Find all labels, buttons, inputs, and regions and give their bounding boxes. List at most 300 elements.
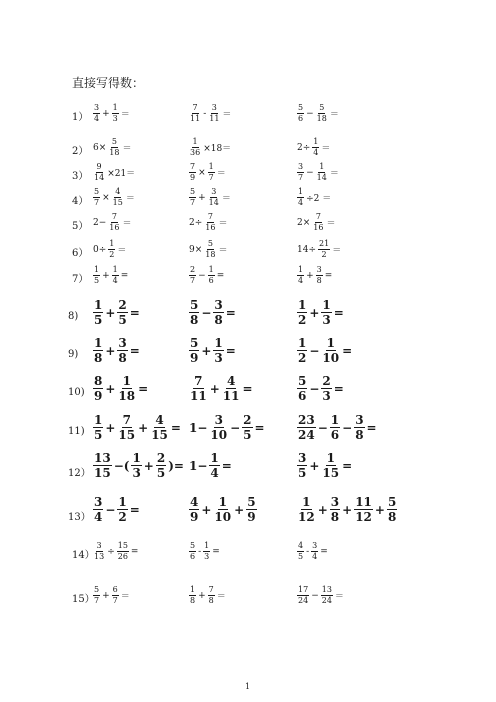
fraction [93,266,100,285]
operator: = [225,343,236,358]
term: 14÷ [297,244,316,255]
numerator: 2 [243,413,252,427]
fraction [297,104,304,123]
operator: ＝ [125,194,135,204]
operator: − [342,420,353,435]
denominator: 12 [298,510,315,524]
operator: = [254,420,265,435]
numerator: 21 [319,239,330,248]
fraction [321,299,331,326]
denominator: 8 [190,596,196,605]
operator: − [306,108,314,119]
expression [296,542,329,561]
fraction [297,163,304,182]
denominator: 9 [190,351,199,365]
fraction [93,375,103,402]
operator: = [342,458,353,473]
numerator: 1 [326,451,335,465]
fraction [354,496,373,523]
fraction [321,375,331,402]
operator: = [324,270,333,281]
numerator: 4 [226,374,236,388]
fraction [208,188,220,207]
operator: ＝ [334,592,344,602]
denominator: 6 [190,552,196,561]
term: 0÷ [93,244,107,255]
fraction [330,414,340,441]
fraction [112,586,119,605]
denominator: 7 [94,198,100,207]
operator: + [317,502,328,517]
operator: ＝ [216,169,226,179]
fraction [189,337,199,364]
fraction [93,337,103,364]
expression [92,496,141,523]
numerator: 1 [298,298,307,312]
problem-number: 13） [68,512,91,523]
operator: = [120,270,129,281]
numerator: 1 [319,162,325,171]
denominator: 3 [322,389,331,403]
denominator: 9 [94,389,103,403]
fraction [93,452,112,479]
numerator: 5 [207,239,213,248]
term: 2× [297,217,311,228]
denominator: 11 [209,114,220,123]
operator: = [138,381,149,396]
operator: ＝ [218,219,228,229]
expression [92,163,136,182]
fraction [354,414,364,441]
denominator: 15 [322,466,340,480]
denominator: 18 [118,389,136,403]
fraction [297,452,307,479]
operator: ＝ [122,144,132,154]
operator: ÷ [107,546,115,557]
denominator: 18 [205,250,216,259]
operator: ＝ [329,110,339,120]
denominator: 9 [247,510,256,524]
numerator: 3 [312,541,318,550]
fraction [203,542,210,561]
denominator: 5 [94,313,103,327]
fraction [316,163,328,182]
operator: + [105,343,116,358]
operator: + [309,458,320,473]
fraction [297,188,304,207]
expression [296,299,345,326]
operator: × [102,192,110,203]
numerator: 5 [94,187,100,196]
numerator: 5 [190,336,199,350]
fraction [117,414,136,441]
fraction [222,375,241,402]
denominator: 7 [112,596,118,605]
denominator: 5 [243,428,252,442]
denominator: 4 [313,148,319,157]
fraction [150,414,169,441]
numerator: 4 [298,541,304,550]
denominator: 11 [190,114,201,123]
fraction [93,104,100,123]
numerator: 3 [118,336,127,350]
denominator: 6 [208,276,214,285]
numerator: 3 [355,413,364,427]
fraction [93,188,100,207]
expression [92,266,129,285]
expression [92,138,132,157]
operator: − [230,420,241,435]
expression [296,188,332,207]
operator: + [198,590,206,601]
numerator: 7 [192,103,198,112]
expression [188,213,228,232]
problem-number: 5） [72,221,89,232]
denominator: 8 [208,596,214,605]
fraction [209,414,228,441]
numerator: 1 [214,336,223,350]
fraction [204,240,216,259]
numerator: 1 [208,162,214,171]
numerator: 1 [94,336,103,350]
problem-number: 6） [72,248,89,259]
fraction [387,496,397,523]
denominator: 2 [298,351,307,365]
denominator: 6 [298,114,304,123]
operator: ＝ [122,219,132,229]
fraction [208,586,215,605]
numerator: 1 [132,451,141,465]
numerator: 3 [94,103,100,112]
denominator: 24 [321,596,332,605]
operator: − [306,167,314,178]
fraction [93,542,105,561]
operator: = [130,546,139,557]
expression [296,414,378,441]
expression [92,542,139,561]
problem-number: 15） [72,594,95,605]
denominator: 5 [298,552,304,561]
numerator: 4 [155,413,164,427]
operator: − [317,420,328,435]
expression [188,586,227,605]
numerator: 7 [190,162,196,171]
numerator: 1 [218,495,227,509]
expression [296,213,336,232]
fraction [316,266,323,285]
expression [188,414,266,441]
operator: ＝ [326,219,336,229]
denominator: 5 [118,313,127,327]
numerator: 15 [117,541,128,550]
denominator: 8 [214,313,223,327]
denominator: 7 [94,596,100,605]
expression [92,213,132,232]
numerator: 1 [298,265,304,274]
operator: ＝ [120,110,130,120]
operator: - [198,546,202,557]
fraction [312,138,319,157]
operator: + [201,502,212,517]
denominator: 8 [190,313,199,327]
worksheet-title: 直接写得数： [72,76,145,90]
fraction [93,496,103,523]
fraction [189,266,196,285]
numerator: 7 [194,374,203,388]
denominator: 18 [316,114,327,123]
fraction [189,375,208,402]
denominator: 2 [118,510,127,524]
term: 2÷ [189,217,203,228]
operator: − [309,343,320,358]
denominator: 10 [210,428,228,442]
expression [92,375,149,402]
operator: ×18＝ [203,144,232,154]
fraction [117,337,127,364]
numerator: 3 [214,298,223,312]
problem-number: 3） [72,171,89,182]
problem-number: 9) [68,349,79,360]
fraction [93,414,103,441]
expression [188,337,237,364]
fraction [330,496,340,523]
fraction [242,414,252,441]
fraction [312,213,324,232]
operator: + [105,305,116,320]
numerator: 3 [211,187,217,196]
numerator: 3 [316,265,322,274]
expression [296,375,345,402]
operator: = [342,343,353,358]
fraction [117,375,136,402]
numerator: 1 [112,103,118,112]
operator: + [198,192,206,203]
numerator: 13 [321,585,332,594]
denominator: 9 [190,173,196,182]
fraction [112,104,119,123]
denominator: 14 [316,173,327,182]
numerator: 5 [190,541,196,550]
operator: ＝ [321,144,331,154]
denominator: 3 [204,552,210,561]
numerator: 3 [330,495,340,509]
fraction [297,299,307,326]
numerator: 1 [330,413,340,427]
numerator: 5 [94,585,100,594]
expression [92,337,141,364]
operator: = [221,458,232,473]
denominator: 10 [322,351,340,365]
problem-number: 7） [72,274,89,285]
fraction [189,586,196,605]
operator: − [311,590,319,601]
fraction [189,104,201,123]
operator: − [198,270,206,281]
operator: = [242,381,253,396]
term: 9× [189,244,203,255]
fraction [117,496,127,523]
denominator: 12 [355,510,372,524]
fraction [321,337,340,364]
denominator: 5 [94,428,103,442]
numerator: 1 [109,239,115,248]
operator: = [225,305,236,320]
denominator: 13 [94,552,105,561]
numerator: 17 [298,585,309,594]
denominator: 15 [118,428,136,442]
denominator: 15 [94,466,111,480]
expression [188,375,254,402]
operator: ＝ [120,592,130,602]
numerator: 1 [118,495,127,509]
fraction [297,375,307,402]
expression [92,452,185,479]
operator: = [129,305,140,320]
denominator: 3 [112,114,118,123]
numerator: 1 [94,413,103,427]
problem-number: 8) [68,311,79,322]
fraction [208,266,215,285]
operator: + [209,381,220,396]
problem-number: 10) [68,387,85,398]
term: 2− [93,217,107,228]
fraction [297,542,304,561]
operator: ＝ [329,169,339,179]
expression [296,163,340,182]
denominator: 4 [298,276,304,285]
numerator: 3 [214,413,223,427]
operator: ＝ [218,246,228,256]
denominator: 2 [109,250,115,259]
problem-number: 4） [72,196,89,207]
fraction [189,188,196,207]
operator: - [203,108,207,119]
expression [188,104,232,123]
denominator: 11 [222,389,240,403]
fraction [297,337,307,364]
expression [296,266,333,285]
denominator: 16 [109,223,120,232]
numerator: 1 [204,541,210,550]
expression [188,452,233,479]
operator: = [333,381,344,396]
denominator: 6 [330,428,340,442]
fraction [93,299,103,326]
fraction [189,163,196,182]
operator: + [102,108,110,119]
operator: − [105,502,116,517]
expression [296,104,340,123]
numerator: 1 [302,495,311,509]
denominator: 7 [298,173,304,182]
operator: = [129,502,140,517]
denominator: 8 [355,428,364,442]
operator: ＝ [117,246,127,256]
denominator: 2 [298,313,307,327]
numerator: 7 [208,585,214,594]
fraction [189,496,199,523]
numerator: 1 [190,585,196,594]
fraction [321,586,333,605]
numerator: 13 [94,451,111,465]
operator: × [198,167,206,178]
denominator: 3 [132,466,141,480]
numerator: 5 [298,103,304,112]
fraction [112,188,124,207]
denominator: 5 [298,466,307,480]
fraction [189,542,196,561]
numerator: 1 [94,265,100,274]
denominator: 7 [190,198,196,207]
numerator: 7 [315,212,321,221]
numerator: 3 [298,162,304,171]
term: 6× [93,142,107,153]
fraction [209,452,219,479]
numerator: 2 [322,374,331,388]
fraction [297,496,316,523]
fraction [316,104,328,123]
fraction [318,240,330,259]
fraction [204,213,216,232]
denominator: 10 [214,510,232,524]
expression [188,163,227,182]
problem-number: 2） [72,146,89,157]
problem-number: 11) [68,426,85,437]
expression [92,104,131,123]
fraction [93,163,105,182]
numerator: 11 [355,495,372,509]
operator: − [201,305,212,320]
operator: = [129,343,140,358]
numerator: 2 [118,298,127,312]
fraction [189,138,201,157]
denominator: 2 [321,250,327,259]
operator: ＝ [332,246,342,256]
expression [92,188,136,207]
numerator: 3 [96,541,102,550]
operator: ＝ [221,194,231,204]
operator: + [105,381,116,396]
fraction [93,586,100,605]
numerator: 1 [208,265,214,274]
denominator: 14 [208,198,219,207]
denominator: 8 [330,510,340,524]
denominator: 11 [190,389,207,403]
fraction [213,337,223,364]
numerator: 2 [190,265,196,274]
fraction [189,299,199,326]
fraction [246,496,256,523]
fraction [208,163,215,182]
denominator: 7 [190,276,196,285]
fraction [311,542,318,561]
denominator: 7 [208,173,214,182]
expression [188,138,232,157]
fraction [112,266,119,285]
numerator: 1 [298,187,304,196]
operator: + [143,458,154,473]
operator: - [306,546,310,557]
operator: ＝ [216,592,226,602]
numerator: 3 [94,495,103,509]
denominator: 5 [94,276,100,285]
denominator: 24 [298,596,309,605]
fraction [213,299,223,326]
fraction [156,452,166,479]
fraction [208,104,220,123]
denominator: 8 [387,510,397,524]
numerator: 5 [319,103,325,112]
